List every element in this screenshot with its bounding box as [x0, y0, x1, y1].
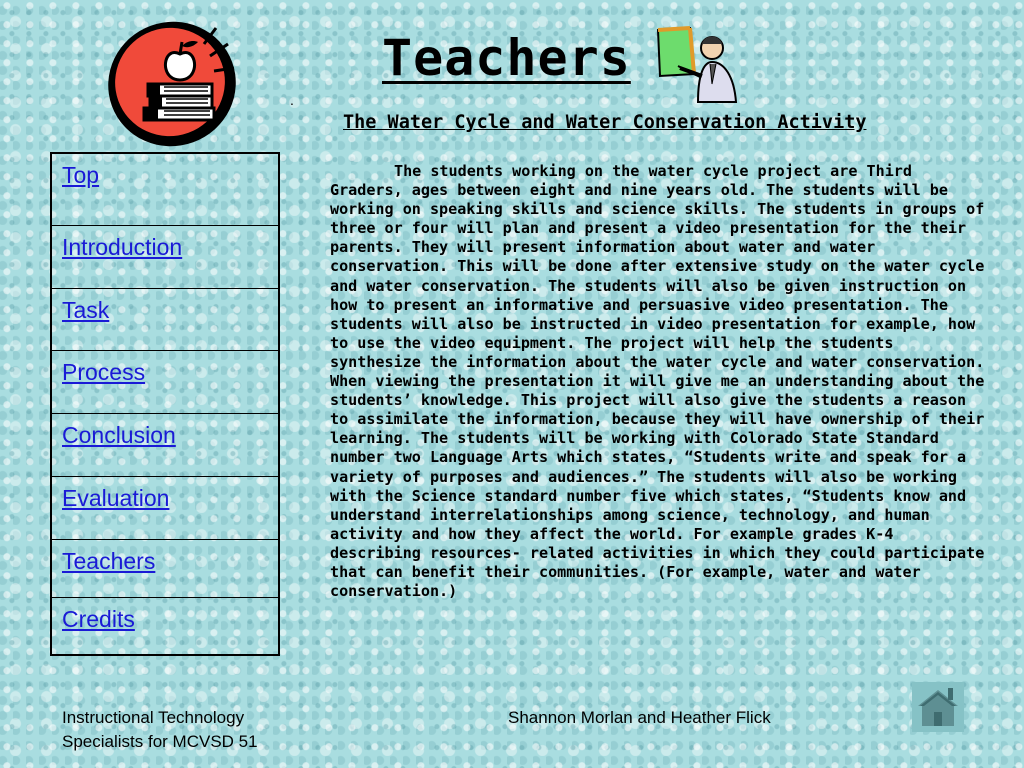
- body-paragraph: The students working on the water cycle project are Third Graders, ages between eight and nine years old. The students will be working on speaking skills and science skills. The students in groups of three or four will plan and present a video presentation for the their parents. They will present information about water and water conservation. This will be done after extensive study on the water cycle and water conservation. The students will also be given instruction on how to present an informative and persuasive video presentation. The students will also be instructed in video presentation for example, how to use the video equipment. The project will help the students synthesize the information about the water cycle and water conservation. When viewing the presentation it will give me an understanding about the students’ knowledge. This project will also give the students a reason to assimilate the information, because they will have ownership of their learning. The students will be working with Colorado State Standard number two Language Arts which states, “Students write and speak for a variety of purposes and audiences.” The students will also be working with the Science standard number five which states, “Students know and understand interrelationships among science, technology, and human activity and how they affect the world. For example grades K-4 describing resources- related activities in which they could participate that can benefit their communities. (For example, water and water conservation.): [330, 162, 985, 601]
- nav-link-conclusion[interactable]: Conclusion: [62, 421, 176, 448]
- nav-cell-evaluation: [51, 476, 279, 539]
- nav-cell-introduction: [51, 225, 279, 288]
- nav-link-evaluation[interactable]: Evaluation: [62, 484, 170, 511]
- nav-link-top[interactable]: Top: [62, 162, 100, 188]
- nav-link-introduction[interactable]: Introduction: [62, 233, 183, 260]
- stray-dot: .: [290, 92, 294, 108]
- footer-organization: Instructional Technology Specialists for MCVSD 51: [62, 708, 258, 751]
- nav-link-teachers[interactable]: Teachers: [62, 547, 156, 574]
- activity-subtitle: The Water Cycle and Water Conservation Activity: [343, 112, 867, 133]
- apple-books-icon: [104, 16, 240, 152]
- nav-link-task[interactable]: Task: [62, 296, 110, 323]
- page-title: Teachers: [382, 29, 631, 87]
- nav-cell-task: [51, 288, 279, 350]
- nav-cell-credits: [51, 597, 279, 655]
- nav-link-credits[interactable]: Credits: [62, 605, 135, 632]
- footer-authors: Shannon Morlan and Heather Flick: [508, 708, 771, 727]
- nav-cell-teachers: [51, 539, 279, 597]
- body-paragraph-wrap: [330, 162, 992, 601]
- home-button[interactable]: [912, 682, 964, 732]
- nav-cell-process: [51, 350, 279, 413]
- nav-link-process[interactable]: Process: [62, 358, 146, 385]
- nav-cell-top: [51, 153, 279, 225]
- navigation-table: [50, 152, 280, 656]
- teacher-pointing-board-icon: [650, 26, 746, 106]
- page-title-wrap: [382, 28, 631, 88]
- home-icon: [912, 682, 964, 732]
- nav-cell-conclusion: [51, 413, 279, 476]
